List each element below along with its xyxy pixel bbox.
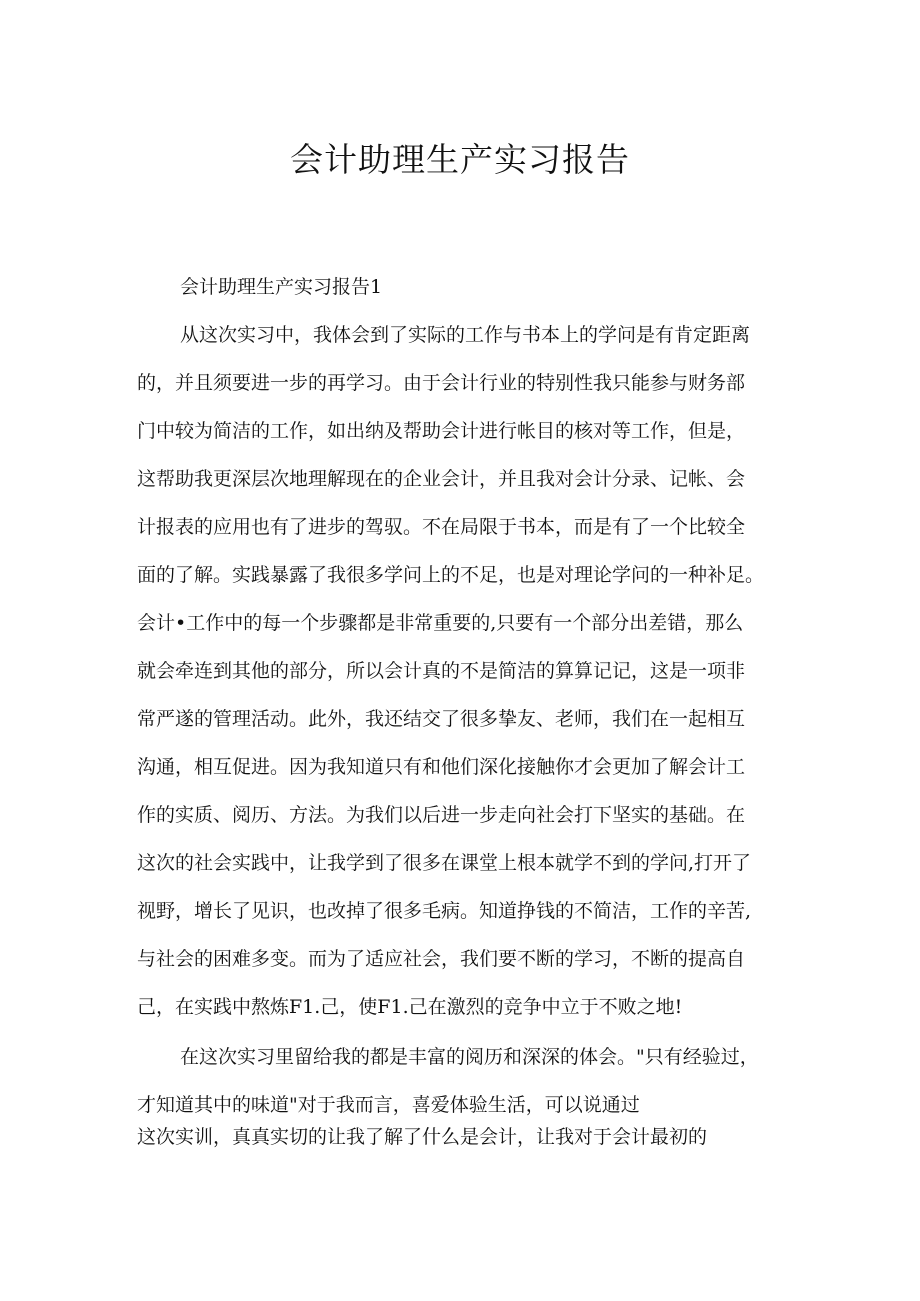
- paragraph-line: 这帮助我更深层次地理解现在的企业会计，并且我对会计分录、记帐、会: [137, 468, 746, 490]
- paragraph-line: 与社会的困难多变。而为了适应社会，我们要不断的学习，不断的提高自: [137, 948, 746, 970]
- paragraph-line: 面的了解。实践暴露了我很多学问上的不足，也是对理论学问的一种补足。: [137, 564, 765, 586]
- paragraph-line: 这次实训，真真实切的让我了解了什么是会计，让我对于会计最初的: [137, 1126, 708, 1148]
- paragraph-line: 的，并且须要进一步的再学习。由于会计行业的特别性我只能参与财务部: [137, 372, 746, 394]
- paragraph-line: 会计•工作中的每一个步骤都是非常重要的,只要有一个部分出差错，那么: [137, 612, 744, 634]
- paragraph-line: 己，在实践中熬炼F1.己，使F1.己在激烈的竞争中立于不败之地!: [137, 996, 683, 1018]
- paragraph-line: 就会牵连到其他的部分，所以会计真的不是简洁的算算记记，这是一项非: [137, 660, 746, 682]
- paragraph-line: 从这次实习中，我体会到了实际的工作与书本上的学问是有肯定距离: [180, 324, 751, 346]
- section-heading: 会计助理生产实习报告1: [180, 276, 383, 298]
- document-title: 会计助理生产实习报告: [290, 140, 630, 179]
- paragraph-line: 在这次实习里留给我的都是丰富的阅历和深深的体会。"只有经验过，: [180, 1046, 759, 1068]
- paragraph-line: 作的实质、阅历、方法。为我们以后进一步走向社会打下坚实的基础。在: [137, 804, 746, 826]
- paragraph-line: 才知道其中的味道"对于我而言，喜爱体验生活，可以说通过: [137, 1094, 640, 1116]
- paragraph-line: 沟通，相互促进。因为我知道只有和他们深化接触你才会更加了解会计工: [137, 756, 746, 778]
- paragraph-line: 常严遂的管理活动。此外，我还结交了很多挚友、老师，我们在一起相互: [137, 708, 746, 730]
- paragraph-line: 这次的社会实践中，让我学到了很多在课堂上根本就学不到的学问,打开了: [137, 852, 752, 874]
- paragraph-line: 计报表的应用也有了进步的驾驭。不在局限于书本，而是有了一个比较全: [137, 516, 746, 538]
- paragraph-line: 视野，增长了见识，也改掉了很多毛病。知道挣钱的不简洁，工作的辛苦,: [137, 900, 752, 922]
- paragraph-line: 门中较为简洁的工作，如出纳及帮助会计进行帐目的核对等工作，但是，: [137, 420, 746, 442]
